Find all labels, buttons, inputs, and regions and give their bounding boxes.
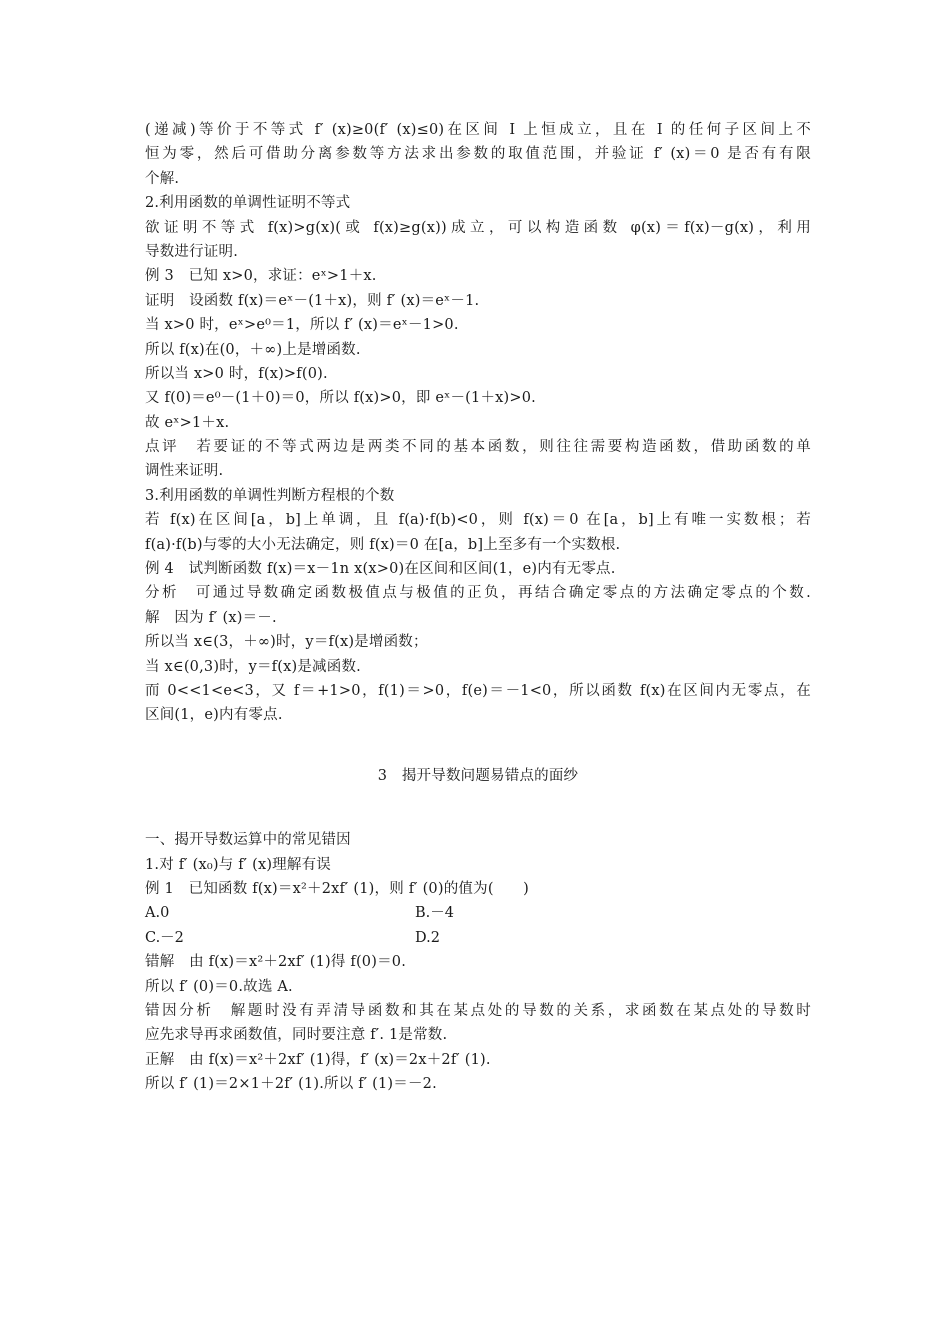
text-line: 3.利用函数的单调性判断方程根的个数	[145, 487, 395, 504]
text-line: 当 x>0 时，eˣ>e⁰＝1，所以 f′ (x)＝eˣ－1>0.	[145, 317, 459, 334]
text-line: 正解 由 f(x)＝x²＋2xf′ (1)得，f′ (x)＝2x＋2f′ (1).	[145, 1051, 491, 1068]
text-line: 例 1 已知函数 f(x)＝x²＋2xf′ (1)，则 f′ (0)的值为( )	[145, 880, 529, 897]
text-line: 所以当 x>0 时，f(x)>f(0).	[145, 365, 328, 382]
text-line: 所以当 x∈(3，＋∞)时，y＝f(x)是增函数；	[145, 634, 428, 651]
paragraph-block-after-title	[145, 828, 811, 901]
text-line: 恒为零，然后可借助分离参数等方法求出参数的取值范围，并验证 f′ (x)＝0 是否有有限	[145, 146, 811, 163]
text-line: 当 x∈(0,3)时，y＝f(x)是减函数.	[145, 658, 361, 675]
section-title: 3 揭开导数问题易错点的面纱	[377, 767, 579, 784]
text-line: 而 0<<1<e<3，又 f＝+1>0，f(1)＝>0，f(e)＝－1<0，所以函数 f(x)在区间内无零点，在	[145, 682, 811, 699]
text-line: 故 eˣ>1＋x.	[145, 414, 230, 431]
text-line: 例 3 已知 x>0，求证：eˣ>1＋x.	[145, 268, 377, 285]
option-row	[145, 926, 811, 950]
text-line: 解 因为 f′ (x)＝－.	[145, 609, 277, 626]
text-line: 一、揭开导数运算中的常见错因	[145, 832, 351, 849]
text-line: 调性来证明.	[145, 463, 224, 480]
text-line: 错因分析 解题时没有弄清导函数和其在某点处的导数的关系，求函数在某点处的导数时	[145, 1002, 811, 1019]
option-label: C.－2	[145, 929, 184, 946]
text-line: 2.利用函数的单调性证明不等式	[145, 195, 351, 212]
option-label: D.2	[415, 929, 440, 946]
text-line: 所以 f′ (1)＝2×1＋2f′ (1).所以 f′ (1)＝－2.	[145, 1076, 437, 1093]
text-line: 应先求导再求函数值，同时要注意 f′. 1是常数.	[145, 1027, 448, 1044]
document-page	[145, 118, 811, 1096]
text-line: f(a)·f(b)与零的大小无法确定，则 f(x)＝0 在[a，b]上至多有一个实数根.	[145, 536, 621, 553]
text-line: 欲证明不等式 f(x)>g(x)(或 f(x)≥g(x))成立，可以构造函数 φ(x)＝f(x)－g(x)，利用	[145, 219, 811, 236]
answer-options	[145, 901, 811, 950]
option-label: B.－4	[415, 905, 454, 922]
paragraph-block-bottom	[145, 950, 811, 1096]
option-row	[145, 901, 811, 925]
text-line: 错解 由 f(x)＝x²＋2xf′ (1)得 f(0)＝0.	[145, 954, 407, 971]
text-line: 分析 可通过导数确定函数极值点与极值的正负，再结合确定零点的方法确定零点的个数.	[145, 585, 811, 602]
text-line: 所以 f′ (0)＝0.故选 A.	[145, 978, 293, 995]
text-line: 例 4 试判断函数 f(x)＝x－1n x(x>0)在区间和区间(1，e)内有无零点.	[145, 561, 616, 578]
text-line: (递减)等价于不等式 f′ (x)≥0(f′ (x)≤0)在区间 I 上恒成立，且在 I 的任何子区间上不	[145, 122, 811, 138]
text-line: 1.对 f′ (x₀)与 f′ (x)理解有误	[145, 856, 331, 873]
text-line: 证明 设函数 f(x)＝eˣ－(1＋x)，则 f′ (x)＝eˣ－1.	[145, 292, 480, 309]
text-line: 又 f(0)＝e⁰－(1＋0)＝0，所以 f(x)>0，即 eˣ－(1＋x)>0.	[145, 390, 536, 407]
text-line: 所以 f(x)在(0，＋∞)上是增函数.	[145, 341, 361, 358]
text-line: 点评 若要证的不等式两边是两类不同的基本函数，则往往需要构造函数，借助函数的单	[145, 439, 811, 456]
text-line: 区间(1，e)内有零点.	[145, 707, 283, 724]
paragraph-block-top	[145, 118, 811, 728]
text-line: 导数进行证明.	[145, 243, 239, 260]
text-line: 个解.	[145, 170, 180, 187]
text-line: 若 f(x)在区间[a，b]上单调，且 f(a)·f(b)<0，则 f(x)＝0 在[a，b]上有唯一实数根；若	[145, 512, 811, 529]
option-label: A.0	[145, 905, 170, 922]
